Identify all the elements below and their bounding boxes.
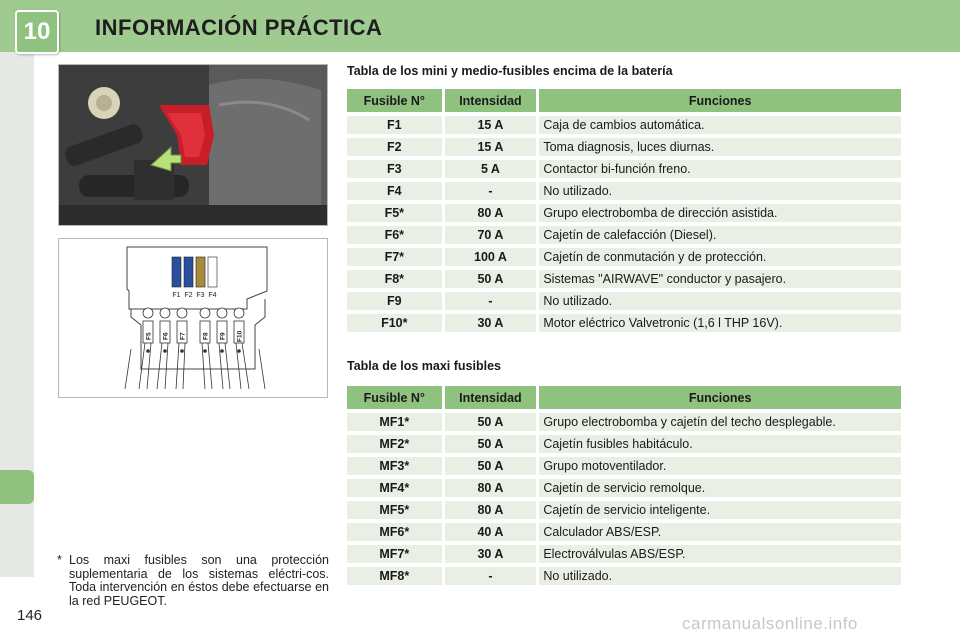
fuse-label-f10: F10 [236, 330, 244, 342]
fuse-number-cell: F1 [347, 116, 442, 134]
intensity-cell: 40 A [445, 523, 537, 541]
intensity-cell: 50 A [445, 413, 537, 431]
function-cell: Cajetín de conmutación y de protección. [539, 248, 901, 266]
fuse-f1 [172, 257, 181, 287]
fuse-number-cell: F5* [347, 204, 442, 222]
function-cell: Grupo electrobomba de dirección asistida. [539, 204, 901, 222]
table-row [347, 292, 901, 310]
function-cell: Caja de cambios automática. [539, 116, 901, 134]
fuse-box-diagram [58, 238, 328, 398]
fuse-label-f3: F3 [196, 292, 205, 299]
function-cell: Cajetín de servicio inteligente. [539, 501, 901, 519]
table-row [347, 270, 901, 288]
table-row [347, 413, 901, 431]
function-cell: Grupo electrobomba y cajetín del techo desplegable. [539, 413, 901, 431]
fuse-number-cell: F2 [347, 138, 442, 156]
table-row [347, 182, 901, 200]
table-row [347, 567, 901, 585]
table-row [347, 314, 901, 332]
fuse-number-cell: F7* [347, 248, 442, 266]
table-header-row [347, 386, 901, 409]
function-cell: Motor eléctrico Valvetronic (1,6 l THP 16V). [539, 314, 901, 332]
maxi-fuse-table [344, 382, 904, 589]
fuse-number-cell: F10* [347, 314, 442, 332]
function-cell: Electroválvulas ABS/ESP. [539, 545, 901, 563]
mini-table-body [347, 116, 901, 332]
intensity-cell: - [445, 567, 537, 585]
table-header-row [347, 89, 901, 112]
function-cell: Cajetín fusibles habitáculo. [539, 435, 901, 453]
header-intensity: Intensidad [445, 386, 537, 409]
engine-photo [58, 64, 328, 226]
table-row [347, 457, 901, 475]
function-cell: Contactor bi-función freno. [539, 160, 901, 178]
fuse-label-f2: F2 [184, 292, 193, 299]
intensity-cell: 50 A [445, 270, 537, 288]
fuse-number-cell: F3 [347, 160, 442, 178]
fuse-number-cell: F9 [347, 292, 442, 310]
fuse-number-cell: MF3* [347, 457, 442, 475]
table-row [347, 435, 901, 453]
header-fuse-number: Fusible N° [347, 386, 442, 409]
function-cell: No utilizado. [539, 567, 901, 585]
fuse-label-f6: F6 [162, 332, 170, 340]
footnote-mark: * [57, 553, 62, 567]
fuse-label-f1: F1 [172, 292, 181, 299]
fuse-label-f5: F5 [145, 332, 153, 340]
page-title: INFORMACIÓN PRÁCTICA [95, 15, 383, 40]
engine-photo-illustration [59, 65, 327, 225]
table-row [347, 160, 901, 178]
fuse-f3 [196, 257, 205, 287]
intensity-cell: - [445, 182, 537, 200]
function-cell: Toma diagnosis, luces diurnas. [539, 138, 901, 156]
fuse-label-f8: F8 [202, 332, 210, 340]
fuse-f4 [208, 257, 217, 287]
function-cell: No utilizado. [539, 182, 901, 200]
fuse-number-cell: MF6* [347, 523, 442, 541]
fuse-number-cell: MF2* [347, 435, 442, 453]
function-cell: Grupo motoventilador. [539, 457, 901, 475]
intensity-cell: 80 A [445, 204, 537, 222]
fuse-number-cell: F4 [347, 182, 442, 200]
function-cell: Cajetín de calefacción (Diesel). [539, 226, 901, 244]
header-functions: Funciones [539, 89, 901, 112]
intensity-cell: 15 A [445, 138, 537, 156]
intensity-cell: 80 A [445, 479, 537, 497]
watermark: carmanualsonline.info [682, 614, 858, 633]
intensity-cell: 70 A [445, 226, 537, 244]
fuse-number-cell: F6* [347, 226, 442, 244]
footnote-text: Los maxi fusibles son una protección suplementaria de los sistemas eléctri-cos. Toda intervención en éstos debe efectuarse en la red PEUGEOT. [69, 553, 329, 608]
chapter-number: 10 [15, 10, 59, 54]
header-functions: Funciones [539, 386, 901, 409]
function-cell: Cajetín de servicio remolque. [539, 479, 901, 497]
mini-fuse-table [344, 85, 904, 336]
table-row [347, 226, 901, 244]
intensity-cell: - [445, 292, 537, 310]
footnote [57, 554, 329, 608]
function-cell: Sistemas "AIRWAVE" conductor y pasajero. [539, 270, 901, 288]
table-row [347, 479, 901, 497]
function-cell: No utilizado. [539, 292, 901, 310]
fuse-label-f7: F7 [179, 332, 187, 340]
function-cell: Calculador ABS/ESP. [539, 523, 901, 541]
fuse-number-cell: F8* [347, 270, 442, 288]
table-row [347, 501, 901, 519]
mini-table-title: Tabla de los mini y medio-fusibles encima de la batería [347, 64, 673, 78]
fuse-box-drawing [59, 239, 327, 397]
table-row [347, 138, 901, 156]
page-number: 146 [17, 607, 43, 624]
fuse-number-cell: MF5* [347, 501, 442, 519]
intensity-cell: 15 A [445, 116, 537, 134]
table-row [347, 248, 901, 266]
fuse-number-cell: MF1* [347, 413, 442, 431]
intensity-cell: 80 A [445, 501, 537, 519]
intensity-cell: 50 A [445, 457, 537, 475]
table-row [347, 116, 901, 134]
fuse-number-cell: MF7* [347, 545, 442, 563]
fuse-number-cell: MF4* [347, 479, 442, 497]
table-row [347, 204, 901, 222]
maxi-table-title: Tabla de los maxi fusibles [347, 359, 501, 373]
chapter-tab [0, 470, 34, 504]
header-intensity: Intensidad [445, 89, 537, 112]
table-row [347, 545, 901, 563]
intensity-cell: 30 A [445, 545, 537, 563]
intensity-cell: 100 A [445, 248, 537, 266]
fuse-f2 [184, 257, 193, 287]
header-fuse-number: Fusible N° [347, 89, 442, 112]
intensity-cell: 30 A [445, 314, 537, 332]
maxi-table-body [347, 413, 901, 585]
fuse-label-f9: F9 [219, 332, 227, 340]
intensity-cell: 50 A [445, 435, 537, 453]
table-row [347, 523, 901, 541]
fuse-label-f4: F4 [208, 292, 217, 299]
fuse-number-cell: MF8* [347, 567, 442, 585]
intensity-cell: 5 A [445, 160, 537, 178]
